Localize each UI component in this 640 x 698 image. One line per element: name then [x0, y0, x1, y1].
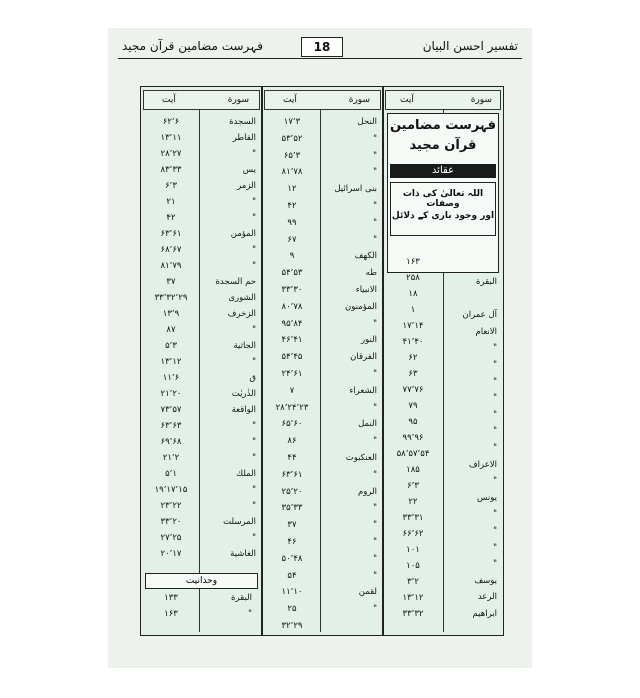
surah-cell: ": [493, 443, 497, 453]
surah-cell: ": [373, 133, 377, 144]
ayat-cell: ۴۶٬۴۱: [281, 335, 303, 346]
surah-cell: الكهف: [354, 251, 377, 262]
ayat-cell: ۲۰٬۱۷: [160, 549, 182, 559]
ayat-cell: ۱۳٬۱۲: [402, 593, 424, 603]
ayat-cell: ۲۸٬۲۷: [160, 149, 182, 159]
surah-cell: ابراهيم: [472, 609, 497, 619]
ayat-cell: ۳۳٬۳۲: [402, 609, 424, 619]
ayat-cell: ۶۲: [408, 353, 418, 363]
aqaid-banner: عقائد: [390, 164, 496, 178]
surah-cell: الجاثية: [233, 341, 256, 351]
surah-cell: ": [252, 453, 256, 463]
ayat-cell: ۵۴٬۵۳: [281, 268, 303, 279]
surah-cell: ": [493, 542, 497, 553]
ayat-cell: ۹۵: [408, 417, 418, 427]
ayat-cell: ۶۵٬۶۰: [281, 419, 303, 430]
surah-cell: ": [252, 437, 256, 447]
surah-cell: ": [252, 197, 256, 207]
surah-cell: الزخرف: [227, 309, 256, 319]
ayat-header: آیت: [162, 95, 176, 105]
title-line-1: فہرست مضامین: [389, 118, 497, 133]
title-box: [387, 113, 499, 273]
surah-cell: ": [373, 520, 377, 531]
ayat-cell: ۱۲: [287, 184, 297, 195]
ayat-cell: ۹۹: [287, 217, 297, 228]
ayat-cell: ۷: [289, 385, 295, 396]
ayat-cell: ۲۵۸: [406, 273, 420, 283]
surah-cell: ": [493, 393, 497, 404]
ayat-cell: ۱۷٬۱۴: [402, 321, 424, 331]
surah-cell: المرسلت: [223, 517, 256, 527]
surah-cell: الانعام: [475, 326, 497, 337]
surah-cell: لقمن: [358, 587, 377, 598]
surah-cell: البقرة: [231, 593, 252, 603]
ayat-cell: ۱۱٬۶: [162, 373, 180, 383]
surah-cell: یوسف: [474, 575, 497, 586]
ayat-cell: ۶۵٬۳: [283, 150, 301, 161]
ayat-cell: ۱۷٬۳: [283, 117, 301, 127]
subtitle-line-1: اللہ تعالیٰ کی ذات وصفات: [402, 189, 484, 209]
ayat-cell: ۱۰۵: [406, 561, 420, 571]
surah-cell: ": [373, 201, 377, 211]
ayat-cell: ۱۰۱: [406, 545, 420, 555]
ayat-cell: ۹: [289, 251, 295, 262]
ayat-cell: ۴۲: [287, 201, 297, 211]
surah-cell: الشورى: [228, 293, 256, 303]
surah-header: سورة: [227, 95, 249, 105]
middle-column: [262, 87, 383, 635]
ayat-cell: ۲۳٬۲۲: [160, 501, 182, 511]
surah-cell: الانبياء: [355, 285, 377, 295]
title-line-2: قرآن مجید: [409, 138, 477, 153]
ayat-cell: ۸۰٬۷۸: [281, 301, 303, 312]
ayat-cell: ۸۱٬۷۸: [281, 167, 303, 178]
header-left-title: فہرست مضامین قرآن مجید: [122, 39, 263, 53]
ayat-cell: ۲۷٬۲۵: [160, 533, 182, 543]
surah-cell: الاعراف: [468, 459, 497, 470]
surah-cell: ": [373, 217, 377, 228]
ayat-cell: ۲۲: [408, 497, 418, 507]
ayat-cell: ۲۱٬۲۰: [160, 389, 182, 399]
surah-cell: الزمر: [237, 181, 256, 191]
surah-cell: ": [373, 553, 377, 564]
ayat-cell: ۱: [410, 305, 416, 315]
ayat-header: آیت: [283, 95, 297, 105]
ayat-cell: ۳۳٬۲۰: [160, 517, 182, 527]
surah-cell: المؤمن: [230, 229, 256, 239]
ayat-cell: ۱۳٬۹: [162, 309, 180, 319]
surah-cell: النحل: [357, 117, 377, 127]
surah-cell: ": [493, 376, 497, 387]
surah-cell: الشعراء: [349, 385, 377, 396]
ayat-cell: ۳۷: [166, 277, 176, 287]
ayat-cell: ۲۵٬۲۰: [281, 486, 303, 497]
surah-cell: النمل: [358, 419, 377, 430]
ayat-cell: ۳۷: [287, 520, 297, 531]
column-separator: [382, 87, 384, 635]
surah-cell: يس: [242, 165, 256, 175]
surah-cell: ": [493, 426, 497, 437]
ayat-header: آیت: [400, 95, 414, 105]
surah-cell: الذٰريٰت: [231, 389, 256, 399]
surah-cell: ": [493, 409, 497, 420]
surah-cell: الغاشية: [230, 549, 256, 559]
surah-cell: ": [373, 234, 377, 245]
ayat-cell: ۶۳٬۶۱: [281, 469, 303, 480]
surah-cell: ": [493, 559, 497, 570]
surah-cell: الواقعة: [231, 405, 256, 415]
ayat-cell: ۱۸۵: [406, 465, 420, 475]
column-divider: [199, 109, 200, 632]
surah-cell: ق: [249, 373, 256, 383]
surah-cell: ": [248, 609, 252, 619]
ayat-cell: ۳۵٬۳۳: [281, 503, 303, 514]
ayat-cell: ۶۹٬۶۸: [160, 437, 182, 447]
ayat-cell: ۶٬۳: [407, 481, 419, 491]
ayat-cell: ۴۱٬۴۰: [402, 337, 424, 347]
ayat-cell: ۶۲٬۶: [162, 117, 180, 127]
ayat-cell: ۸۳٬۳۳: [160, 165, 182, 175]
ayat-cell: ۱۳٬۱۱: [160, 133, 182, 143]
right-column: [383, 87, 503, 635]
surah-header: سورة: [470, 95, 492, 105]
ayat-cell: ۶۳٬۶۱: [160, 229, 182, 239]
subtitle-box: [390, 182, 496, 236]
surah-cell: ": [373, 369, 377, 379]
ayat-cell: ۳٬۲: [407, 577, 419, 587]
ayat-cell: ۱۶۳: [406, 257, 420, 267]
ayat-cell: ۳۳٬۳۱: [402, 513, 424, 523]
surah-cell: آل عمران: [462, 310, 497, 321]
surah-cell: ": [373, 604, 377, 615]
surah-cell: ": [373, 150, 377, 161]
ayat-cell: ۱۱٬۱۰: [281, 587, 303, 598]
header-rule: [118, 58, 522, 59]
surah-cell: حم السجدة: [215, 277, 256, 287]
column-divider: [320, 109, 321, 632]
surah-cell: ": [252, 533, 256, 543]
surah-cell: ": [252, 357, 256, 367]
column-header: [264, 90, 381, 110]
ayat-cell: ۷۳٬۵۷: [160, 405, 182, 415]
surah-cell: ": [373, 167, 377, 178]
surah-cell: الرعد: [477, 592, 497, 603]
index-table: [140, 86, 504, 636]
surah-cell: بنی اسرائیل: [334, 184, 377, 195]
surah-cell: الفاطر: [232, 133, 256, 143]
ayat-cell: ۶۷: [287, 234, 297, 245]
surah-cell: ": [493, 360, 497, 370]
surah-cell: ": [373, 436, 377, 447]
ayat-cell: ۵۳٬۵۲: [281, 133, 303, 144]
ayat-cell: ۱۸: [408, 289, 418, 299]
subtitle-line-2: اور وجود باری کے دلائل: [391, 211, 495, 221]
surah-cell: ": [373, 570, 377, 581]
surah-cell: ": [373, 537, 377, 547]
ayat-cell: ۴۶: [287, 537, 297, 547]
ayat-cell: ۵۰٬۴۸: [281, 553, 303, 564]
ayat-cell: ۶۸٬۶۷: [160, 245, 182, 255]
surah-cell: ": [252, 245, 256, 255]
surah-cell: السجدة: [229, 117, 256, 127]
surah-cell: المؤمنون: [344, 301, 377, 312]
ayat-cell: ۵۴: [287, 570, 297, 581]
surah-cell: ": [493, 509, 497, 520]
surah-cell: ": [493, 476, 497, 487]
surah-cell: ": [493, 343, 497, 354]
surah-cell: ": [252, 421, 256, 431]
surah-header: سورة: [348, 95, 370, 105]
surah-cell: ": [252, 485, 256, 495]
surah-cell: ": [373, 402, 377, 413]
surah-cell: طه: [365, 268, 377, 279]
ayat-cell: ۴۲: [166, 213, 176, 223]
surah-cell: الفرقان: [350, 352, 377, 363]
ayat-cell: ۶۶٬۶۲: [402, 529, 424, 539]
ayat-cell: ۸۱٬۷۹: [160, 261, 182, 271]
ayat-cell: ۲۴٬۶۱: [281, 369, 303, 379]
ayat-cell: ۶۳٬۶۳: [160, 421, 182, 431]
ayat-cell: ۲۱٬۲: [162, 453, 180, 463]
surah-cell: ": [493, 526, 497, 536]
ayat-cell: ۲۵: [287, 604, 297, 615]
ayat-cell: ۵٬۱: [165, 469, 177, 479]
surah-cell: البقرة: [476, 277, 497, 287]
ayat-cell: ۶٬۳: [165, 181, 177, 191]
surah-cell: ": [373, 503, 377, 514]
surah-cell: العنكبوت: [345, 453, 377, 463]
ayat-cell: ۳۳٬۳۰: [281, 285, 303, 295]
surah-cell: الملك: [236, 469, 256, 479]
ayat-cell: ۱۹٬۱۷٬۱۵: [154, 485, 188, 495]
ayat-cell: ۲۸٬۲۴٬۲۳: [275, 402, 309, 413]
surah-cell: الروم: [357, 486, 377, 497]
surah-cell: ": [252, 149, 256, 159]
ayat-cell: ۵۴٬۴۵: [281, 352, 303, 363]
ayat-cell: ۱۳۳: [164, 593, 178, 603]
ayat-cell: ۱۳٬۱۲: [160, 357, 182, 367]
column-separator: [261, 87, 263, 635]
left-column: [141, 87, 262, 635]
surah-cell: ": [373, 469, 377, 480]
ayat-cell: ۷۷٬۷۶: [402, 385, 424, 395]
ayat-cell: ۹۵٬۸۴: [281, 318, 303, 329]
ayat-cell: ۵٬۳: [165, 341, 177, 351]
ayat-cell: ۸۶: [287, 436, 297, 447]
surah-cell: ": [252, 261, 256, 271]
surah-cell: یونس: [477, 492, 497, 503]
ayat-cell: ۴۴: [287, 453, 297, 463]
surah-cell: ": [252, 325, 256, 335]
ayat-cell: ۳۲٬۲۹: [281, 621, 303, 631]
ayat-cell: ۲۱: [166, 197, 176, 207]
wahdaniyat-heading: وحدانیت: [145, 573, 258, 589]
ayat-cell: ۳۳٬۳۲٬۲۹: [154, 293, 188, 303]
column-header: [143, 90, 260, 110]
surah-cell: ": [252, 501, 256, 511]
surah-cell: النور: [360, 335, 377, 346]
surah-cell: ": [252, 213, 256, 223]
ayat-cell: ۱۶۳: [164, 609, 178, 619]
page-number: 18: [301, 37, 343, 57]
page-header: [118, 36, 522, 60]
column-header: [385, 90, 501, 110]
ayat-cell: ۷۹: [408, 401, 418, 411]
ayat-cell: ۶۳: [408, 369, 418, 379]
ayat-cell: ۵۸٬۵۷٬۵۴: [396, 449, 430, 459]
ayat-cell: ۸۷: [166, 325, 176, 335]
ayat-cell: ۹۹٬۹۶: [402, 433, 424, 443]
header-right-title: تفسیر احسن البیان: [422, 39, 518, 53]
surah-cell: ": [373, 318, 377, 329]
